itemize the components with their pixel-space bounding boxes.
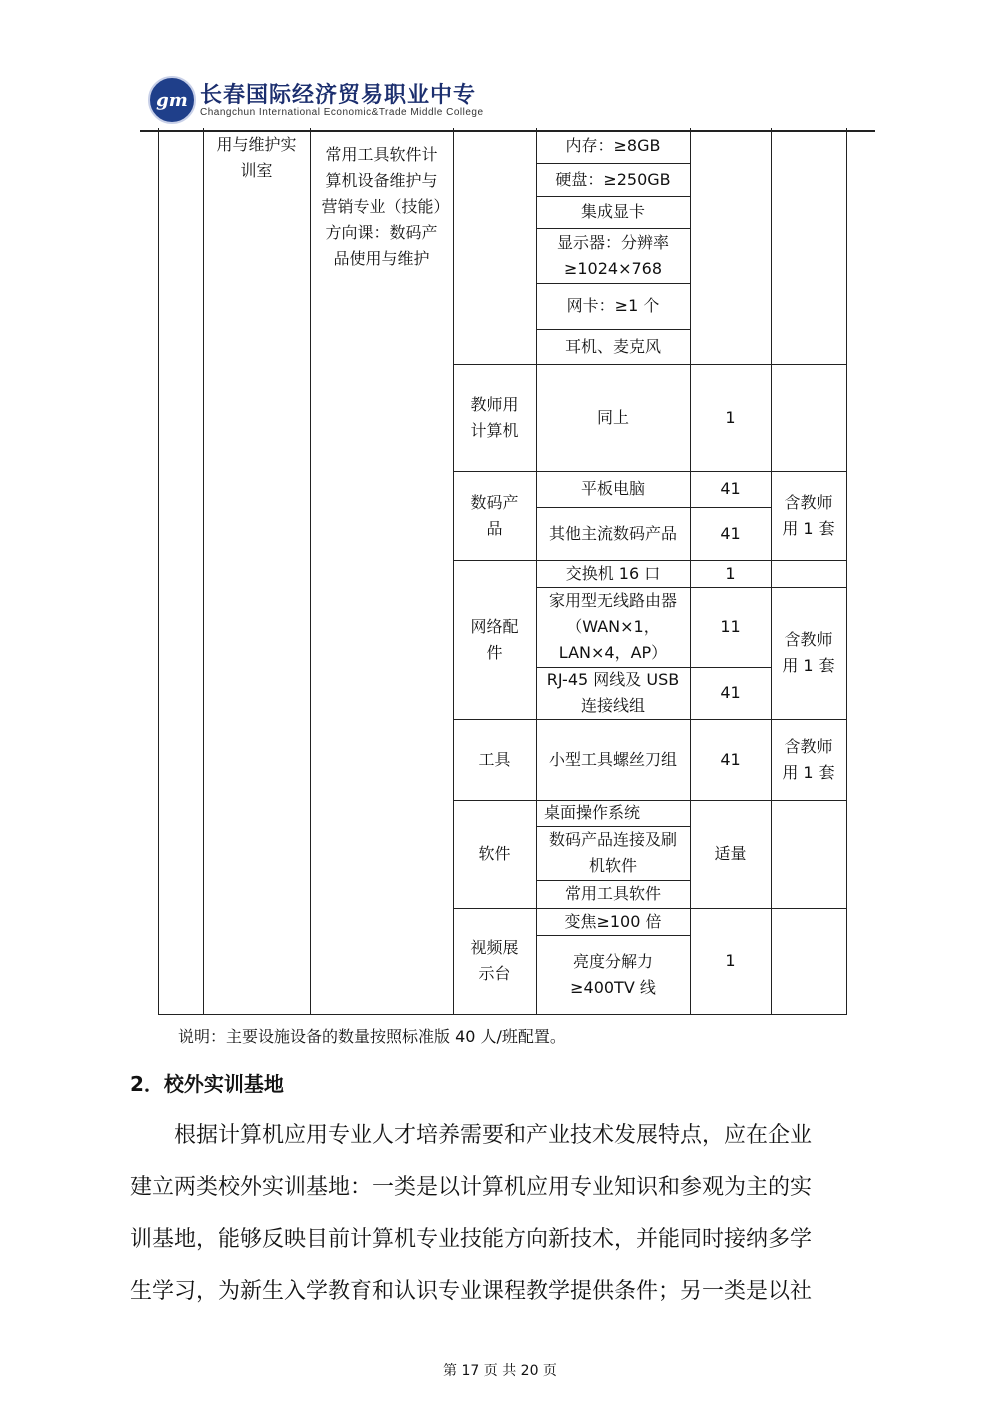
spec-display: 显示器：分辨率≥1024×768 <box>556 232 669 278</box>
paragraph-line: 生学习，为新生入学教育和认识专业课程教学提供条件；另一类是以社 <box>130 1279 813 1304</box>
spec-disk: 硬盘：≥250GB <box>555 169 671 189</box>
digital-note: 含教师用 1 套 <box>782 492 835 538</box>
spec-graphics: 集成显卡 <box>580 202 645 221</box>
digital-name: 数码产品 <box>470 492 519 538</box>
page-footer: 第 17 页 共 20 页 <box>443 1363 557 1379</box>
page-header <box>140 70 875 132</box>
visualizer-spec-resolution: 亮度分解力≥400TV 线 <box>570 951 656 997</box>
table-note: 说明：主要设施设备的数量按照标准版 40 人/班配置。 <box>178 1027 566 1046</box>
network-spec-cables: RJ-45 网线及 USB 连接线组 <box>546 670 680 715</box>
visualizer-spec-zoom: 变焦≥100 倍 <box>564 911 662 931</box>
teacher-pc-name: 教师用计算机 <box>470 394 519 440</box>
network-spec-switch: 交换机 16 口 <box>565 563 661 583</box>
visualizer-name: 视频展示台 <box>470 938 519 983</box>
tools-name: 工具 <box>478 749 511 769</box>
courses-cell: 常用工具软件计算机设备维护与营销专业（技能）方向课：数码产品使用与维护 <box>321 145 442 268</box>
paragraph-line: 建立两类校外实训基地：一类是以计算机应用专业知识和参观为主的实 <box>130 1175 813 1200</box>
visualizer-qty: 1 <box>725 951 736 970</box>
network-qty-cables: 41 <box>720 683 741 702</box>
digital-qty-tablet: 41 <box>720 479 741 498</box>
software-qty: 适量 <box>714 844 747 863</box>
section-title: 2．校外实训基地 <box>130 1072 284 1096</box>
software-spec-flash: 数码产品连接及刷机软件 <box>548 830 677 875</box>
spec-memory: 内存：≥8GB <box>565 135 661 155</box>
school-name-en: Changchun International Economic&Trade Middle College <box>200 107 484 118</box>
tools-note: 含教师用 1 套 <box>782 736 835 782</box>
school-logo: gm <box>148 76 196 124</box>
spec-headset: 耳机、麦克风 <box>564 336 661 356</box>
software-spec-os: 桌面操作系统 <box>544 803 641 822</box>
digital-spec-tablet: 平板电脑 <box>580 479 645 498</box>
software-name: 软件 <box>478 844 511 863</box>
network-qty-switch: 1 <box>725 563 736 583</box>
network-note: 含教师用 1 套 <box>782 630 835 675</box>
spec-nic: 网卡：≥1 个 <box>566 296 660 315</box>
school-name-cn: 长春国际经济贸易职业中专 <box>200 82 477 108</box>
teacher-pc-spec: 同上 <box>596 407 629 427</box>
training-room-cell: 用与维护实训室 <box>216 135 297 180</box>
tools-qty: 41 <box>720 749 741 769</box>
digital-spec-other: 其他主流数码产品 <box>548 523 677 543</box>
network-name: 网络配件 <box>470 616 519 662</box>
paragraph-line: 训基地，能够反映目前计算机专业技能方向新技术，并能同时接纳多学 <box>130 1227 813 1252</box>
teacher-pc-qty: 1 <box>725 407 736 427</box>
digital-qty-other: 41 <box>720 523 741 543</box>
paragraph-line: 根据计算机应用专业人才培养需要和产业技术发展特点，应在企业 <box>130 1123 813 1148</box>
network-qty-router: 11 <box>720 617 741 636</box>
tools-spec: 小型工具螺丝刀组 <box>548 749 677 769</box>
network-spec-router: 家用型无线路由器（WAN×1，LAN×4，AP） <box>548 591 677 662</box>
software-spec-tools: 常用工具软件 <box>564 884 661 903</box>
